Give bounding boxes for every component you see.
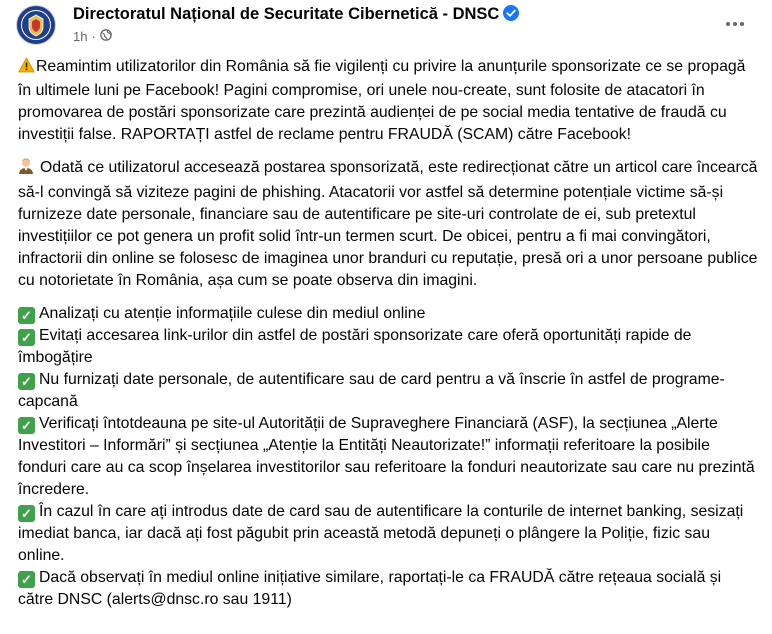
- post-time[interactable]: 1h: [73, 29, 88, 44]
- list-item-text: Analizați cu atenție informațiile culese din mediul online: [39, 305, 426, 322]
- post-paragraph-1-text: Reamintim utilizatorilor din România să fie vigilenți cu privire la anunțurile sponsorizate ce se propagă în ultimele luni pe Facebook! Pagini compromise, ori unele nou-create, sunt folosite de atacatori în promovarea de postări sponsorizate care prezintă audienței de pe social media tentative de fraudă cu investiții false. RAPORTAȚI astfel de reclame pentru FRAUDĂ (SCAM) către Facebook!: [18, 58, 746, 143]
- list-item: [18, 325, 758, 369]
- check-mark-icon: ✓: [18, 417, 35, 434]
- check-mark-icon: ✓: [18, 307, 35, 324]
- tips-list: [18, 303, 758, 611]
- verified-badge-icon: [503, 5, 519, 26]
- list-item-text: Dacă observați în mediul online inițiative similare, raportați-le ca FRAUDĂ către rețeaua socială și către DNSC (alerts@dnsc.ro sau 1911): [18, 569, 722, 608]
- more-options-icon[interactable]: [720, 9, 750, 39]
- post-body: [18, 56, 758, 611]
- list-item-text: Verificați întotdeauna pe site-ul Autorității de Supraveghere Financiară (ASF), la secțiunea „Alerte Investitori – Informări” și secțiunea „Atenție la Entități Neautorizate!” informații referitoare la posibile fonduri care au ca scop înșelarea investitorilor sau referitoare la fonduri neautorizate sau care nu prezintă încredere.: [18, 415, 755, 498]
- check-mark-icon: ✓: [18, 373, 35, 390]
- list-item-text: Nu furnizați date personale, de autentificare sau de card pentru a vă înscrie în astfel de programe-capcană: [18, 371, 725, 410]
- post-header: [16, 3, 762, 51]
- list-item: [18, 369, 758, 413]
- post-meta: [73, 29, 112, 44]
- list-item-text: În cazul în care ați introdus date de card sau de autentificare la conturile de internet banking, sesizați imediat banca, iar dacă ați fost păgubit prin această metodă depuneți o plângere la Poliție, fizic sau online.: [18, 503, 744, 564]
- dnsc-logo-icon[interactable]: [16, 5, 56, 45]
- list-item-text: Evitați accesarea link-urilor din astfel de postări sponsorizate care oferă oportunități rapide de îmbogățire: [18, 327, 692, 366]
- check-mark-icon: ✓: [18, 505, 35, 522]
- person-icon: [18, 157, 34, 182]
- list-item: [18, 303, 758, 325]
- list-item: [18, 567, 758, 611]
- post-paragraph-2-text: Odată ce utilizatorul accesează postarea sponsorizată, este redirecționat către un articol care încearcă să-l convingă să viziteze pagini de phishing. Atacatorii vor astfel să determine potențiale victime să-și furnizeze date personale, financiare sau de autentificare pe site-uri controlate de ei, sub pretextul investițiilor ce pot genera un profit solid într-un termen scurt. De obicei, pentru a fi mai convingători, infractorii din online se folosesc de imaginea unor branduri cu reputație, presă ori a unor persoane publice cu notorietate în România, așa cum se poate observa din imagini.: [18, 159, 758, 289]
- list-item: [18, 501, 758, 567]
- page-name-link[interactable]: [73, 5, 519, 26]
- post-paragraph-1: [18, 56, 758, 146]
- page-name[interactable]: Directoratul Național de Securitate Cibernetică - DNSC: [73, 5, 500, 23]
- meta-separator: ·: [91, 29, 96, 44]
- warning-icon: [18, 57, 35, 80]
- check-mark-icon: ✓: [18, 571, 35, 588]
- globe-icon[interactable]: [100, 29, 112, 44]
- list-item: [18, 413, 758, 501]
- post-paragraph-2: [18, 157, 758, 292]
- check-mark-icon: ✓: [18, 329, 35, 346]
